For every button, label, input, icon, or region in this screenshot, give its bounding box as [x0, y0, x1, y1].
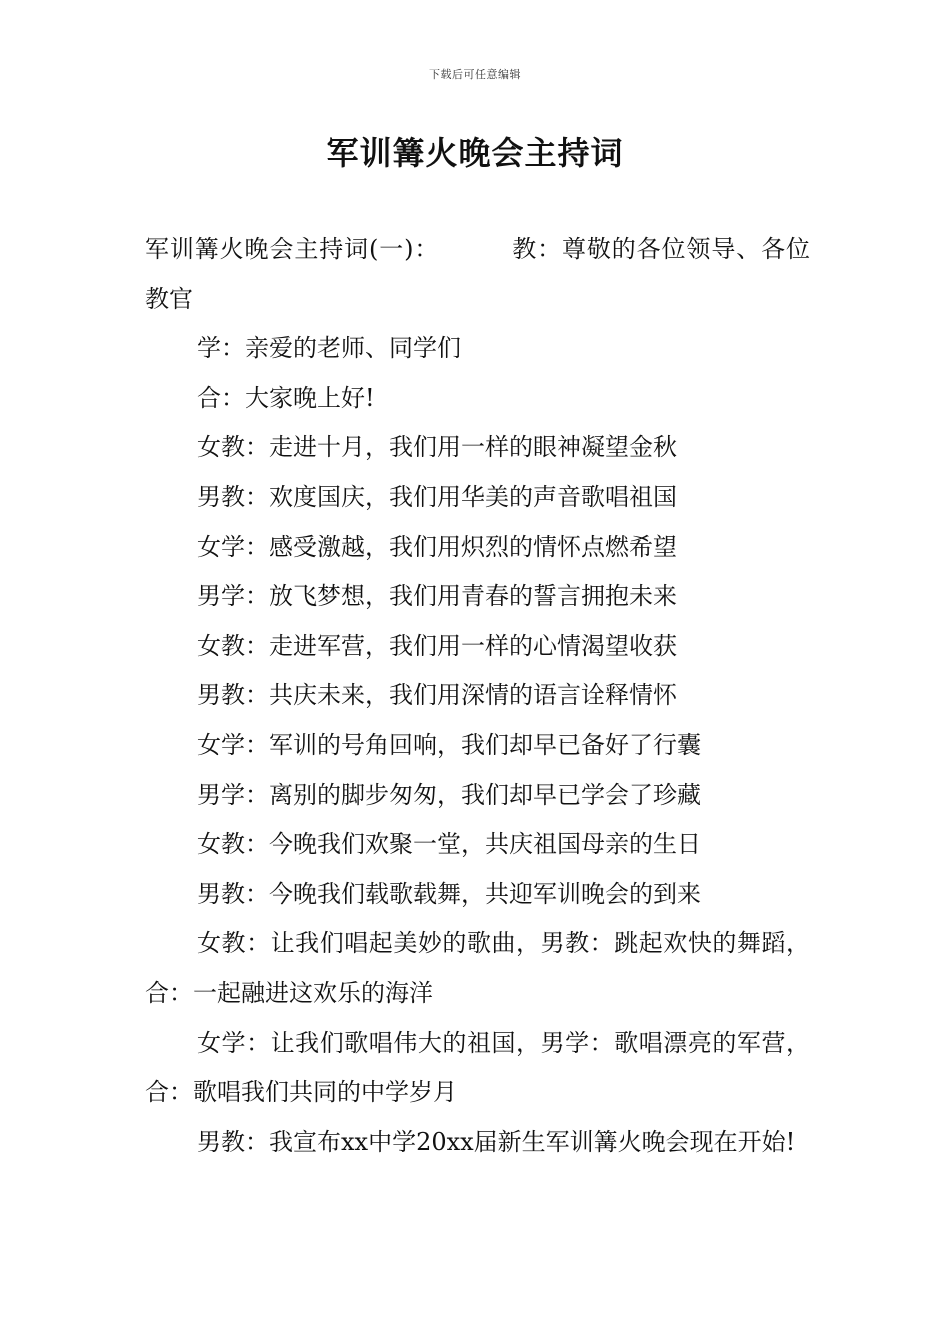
paragraph: 女学：军训的号角回响，我们却早已备好了行囊 — [197, 730, 701, 759]
document-title: 军训篝火晚会主持词 — [326, 134, 624, 172]
intro-text: 教：尊敬的各位领导、各位教官 — [145, 235, 810, 313]
paragraph: 男教：我宣布xx中学20xx届新生军训篝火晚会现在开始! — [197, 1127, 796, 1156]
document-body — [145, 225, 810, 1167]
paragraph: 学：亲爱的老师、同学们 — [197, 334, 461, 363]
paragraph: 男教：共庆未来，我们用深情的语言诠释情怀 — [197, 681, 677, 710]
paragraph: 女学：让我们歌唱伟大的祖国，男学：歌唱漂亮的军营，合：歌唱我们共同的中学岁月 — [145, 1028, 810, 1107]
paragraph: 女教：让我们唱起美妙的歌曲，男教：跳起欢快的舞蹈，合：一起融进这欢乐的海洋 — [145, 929, 810, 1007]
paragraph: 男学：放飞梦想，我们用青春的誓言拥抱未来 — [197, 582, 677, 611]
header-note: 下载后可任意编辑 — [429, 68, 521, 81]
intro-paragraph — [145, 225, 810, 324]
paragraph: 女教：走进十月，我们用一样的眼神凝望金秋 — [197, 433, 677, 462]
paragraph: 女学：感受激越，我们用炽烈的情怀点燃希望 — [197, 532, 677, 561]
paragraph: 男学：离别的脚步匆匆，我们却早已学会了珍藏 — [197, 780, 701, 809]
paragraph: 男教：今晚我们载歌载舞，共迎军训晚会的到来 — [197, 879, 701, 908]
paragraph: 男教：欢度国庆，我们用华美的声音歌唱祖国 — [197, 482, 677, 511]
intro-label: 军训篝火晚会主持词(一)： — [145, 235, 440, 263]
paragraph: 女教：走进军营，我们用一样的心情渴望收获 — [197, 631, 677, 660]
paragraph: 女教：今晚我们欢聚一堂，共庆祖国母亲的生日 — [197, 830, 701, 859]
paragraph: 合：大家晚上好! — [197, 383, 375, 412]
